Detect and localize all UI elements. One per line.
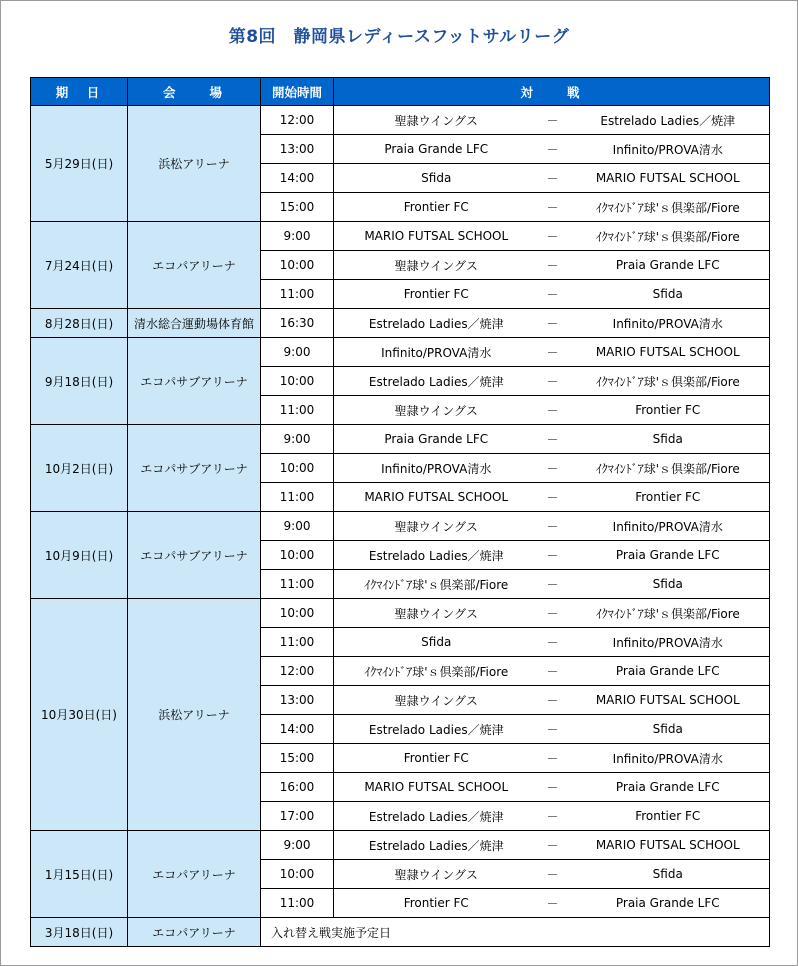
- versus-dash: －: [539, 889, 567, 918]
- home-team: 聖隷ウイングス: [334, 106, 539, 135]
- home-team: MARIO FUTSAL SCHOOL: [334, 222, 539, 251]
- table-row: [31, 222, 770, 251]
- versus-dash: －: [539, 599, 567, 628]
- versus-dash: －: [539, 773, 567, 802]
- home-team: Estrelado Ladies／焼津: [334, 367, 539, 396]
- kickoff-time: 13:00: [261, 686, 334, 715]
- away-team: Frontier FC: [567, 483, 770, 512]
- home-team: Infinito/PROVA清水: [334, 454, 539, 483]
- away-team: ｲｸﾏｲﾝﾄﾞｱ球'ｓ倶楽部/Fiore: [567, 367, 770, 396]
- away-team: MARIO FUTSAL SCHOOL: [567, 164, 770, 193]
- match-venue: エコパアリーナ: [128, 831, 261, 918]
- away-team: Praia Grande LFC: [567, 251, 770, 280]
- table-row: [31, 512, 770, 541]
- away-team: ｲｸﾏｲﾝﾄﾞｱ球'ｓ倶楽部/Fiore: [567, 599, 770, 628]
- table-row: [31, 599, 770, 628]
- match-venue: 清水総合運動場体育館: [128, 309, 261, 338]
- match-venue: エコパアリーナ: [128, 222, 261, 309]
- table-row-final: [31, 918, 770, 947]
- away-team: ｲｸﾏｲﾝﾄﾞｱ球'ｓ倶楽部/Fiore: [567, 193, 770, 222]
- versus-dash: －: [539, 831, 567, 860]
- away-team: Sfida: [567, 860, 770, 889]
- home-team: ｲｸﾏｲﾝﾄﾞｱ球'ｓ倶楽部/Fiore: [334, 657, 539, 686]
- home-team: Estrelado Ladies／焼津: [334, 802, 539, 831]
- home-team: Sfida: [334, 164, 539, 193]
- kickoff-time: 12:00: [261, 106, 334, 135]
- versus-dash: －: [539, 222, 567, 251]
- away-team: ｲｸﾏｲﾝﾄﾞｱ球'ｓ倶楽部/Fiore: [567, 454, 770, 483]
- header-date: 期 日: [31, 78, 128, 106]
- away-team: Frontier FC: [567, 802, 770, 831]
- home-team: Frontier FC: [334, 193, 539, 222]
- versus-dash: －: [539, 860, 567, 889]
- versus-dash: －: [539, 396, 567, 425]
- kickoff-time: 11:00: [261, 570, 334, 599]
- kickoff-time: 11:00: [261, 628, 334, 657]
- table-row: [31, 831, 770, 860]
- match-date: 1月15日(日): [31, 831, 128, 918]
- kickoff-time: 9:00: [261, 831, 334, 860]
- away-team: Infinito/PROVA清水: [567, 744, 770, 773]
- home-team: Frontier FC: [334, 889, 539, 918]
- versus-dash: －: [539, 657, 567, 686]
- match-date: 3月18日(日): [31, 918, 128, 947]
- versus-dash: －: [539, 512, 567, 541]
- away-team: Estrelado Ladies／焼津: [567, 106, 770, 135]
- away-team: MARIO FUTSAL SCHOOL: [567, 831, 770, 860]
- away-team: Infinito/PROVA清水: [567, 628, 770, 657]
- match-date: 7月24日(日): [31, 222, 128, 309]
- table-row: [31, 106, 770, 135]
- kickoff-time: 11:00: [261, 280, 334, 309]
- away-team: Praia Grande LFC: [567, 889, 770, 918]
- kickoff-time: 10:00: [261, 541, 334, 570]
- match-venue: 浜松アリーナ: [128, 599, 261, 831]
- kickoff-time: 16:00: [261, 773, 334, 802]
- versus-dash: －: [539, 802, 567, 831]
- kickoff-time: 13:00: [261, 135, 334, 164]
- versus-dash: －: [539, 280, 567, 309]
- away-team: Praia Grande LFC: [567, 657, 770, 686]
- header-row: [31, 78, 770, 106]
- away-team: ｲｸﾏｲﾝﾄﾞｱ球'ｓ倶楽部/Fiore: [567, 222, 770, 251]
- kickoff-time: 10:00: [261, 454, 334, 483]
- versus-dash: －: [539, 628, 567, 657]
- home-team: 聖隷ウイングス: [334, 396, 539, 425]
- home-team: 聖隷ウイングス: [334, 860, 539, 889]
- away-team: Sfida: [567, 715, 770, 744]
- table-row: [31, 309, 770, 338]
- kickoff-time: 9:00: [261, 222, 334, 251]
- home-team: Sfida: [334, 628, 539, 657]
- versus-dash: －: [539, 715, 567, 744]
- versus-dash: －: [539, 483, 567, 512]
- table-row: [31, 425, 770, 454]
- versus-dash: －: [539, 309, 567, 338]
- playoff-note: 入れ替え戦実施予定日: [261, 918, 770, 947]
- home-team: 聖隷ウイングス: [334, 599, 539, 628]
- kickoff-time: 9:00: [261, 338, 334, 367]
- home-team: Estrelado Ladies／焼津: [334, 541, 539, 570]
- away-team: Sfida: [567, 280, 770, 309]
- kickoff-time: 15:00: [261, 744, 334, 773]
- away-team: Sfida: [567, 570, 770, 599]
- kickoff-time: 9:00: [261, 512, 334, 541]
- kickoff-time: 10:00: [261, 251, 334, 280]
- versus-dash: －: [539, 164, 567, 193]
- home-team: Estrelado Ladies／焼津: [334, 715, 539, 744]
- versus-dash: －: [539, 338, 567, 367]
- home-team: Frontier FC: [334, 744, 539, 773]
- home-team: Infinito/PROVA清水: [334, 338, 539, 367]
- versus-dash: －: [539, 425, 567, 454]
- away-team: Praia Grande LFC: [567, 773, 770, 802]
- home-team: MARIO FUTSAL SCHOOL: [334, 483, 539, 512]
- away-team: Infinito/PROVA清水: [567, 512, 770, 541]
- header-match: 対 戦: [334, 78, 770, 106]
- kickoff-time: 15:00: [261, 193, 334, 222]
- kickoff-time: 11:00: [261, 396, 334, 425]
- kickoff-time: 11:00: [261, 889, 334, 918]
- kickoff-time: 10:00: [261, 860, 334, 889]
- home-team: Frontier FC: [334, 280, 539, 309]
- versus-dash: －: [539, 541, 567, 570]
- match-venue: エコパアリーナ: [128, 918, 261, 947]
- versus-dash: －: [539, 686, 567, 715]
- versus-dash: －: [539, 367, 567, 396]
- match-venue: 浜松アリーナ: [128, 106, 261, 222]
- schedule-body: [31, 106, 770, 947]
- match-venue: エコパサブアリーナ: [128, 338, 261, 425]
- versus-dash: －: [539, 744, 567, 773]
- away-team: Frontier FC: [567, 396, 770, 425]
- versus-dash: －: [539, 570, 567, 599]
- home-team: Praia Grande LFC: [334, 425, 539, 454]
- home-team: Praia Grande LFC: [334, 135, 539, 164]
- kickoff-time: 12:00: [261, 657, 334, 686]
- header-time: 開始時間: [261, 78, 334, 106]
- away-team: Sfida: [567, 425, 770, 454]
- kickoff-time: 11:00: [261, 483, 334, 512]
- page-title: 第8回 静岡県レディースフットサルリーグ: [228, 27, 570, 47]
- match-venue: エコパサブアリーナ: [128, 425, 261, 512]
- home-team: ｲｸﾏｲﾝﾄﾞｱ球'ｓ倶楽部/Fiore: [334, 570, 539, 599]
- kickoff-time: 16:30: [261, 309, 334, 338]
- match-date: 10月2日(日): [31, 425, 128, 512]
- kickoff-time: 9:00: [261, 425, 334, 454]
- match-date: 10月9日(日): [31, 512, 128, 599]
- home-team: MARIO FUTSAL SCHOOL: [334, 773, 539, 802]
- home-team: Estrelado Ladies／焼津: [334, 309, 539, 338]
- match-date: 9月18日(日): [31, 338, 128, 425]
- away-team: Infinito/PROVA清水: [567, 309, 770, 338]
- match-date: 8月28日(日): [31, 309, 128, 338]
- kickoff-time: 10:00: [261, 367, 334, 396]
- match-date: 5月29日(日): [31, 106, 128, 222]
- versus-dash: －: [539, 251, 567, 280]
- match-date: 10月30日(日): [31, 599, 128, 831]
- away-team: MARIO FUTSAL SCHOOL: [567, 686, 770, 715]
- versus-dash: －: [539, 135, 567, 164]
- schedule-table: [30, 77, 770, 947]
- kickoff-time: 14:00: [261, 715, 334, 744]
- kickoff-time: 14:00: [261, 164, 334, 193]
- table-row: [31, 338, 770, 367]
- home-team: 聖隷ウイングス: [334, 251, 539, 280]
- home-team: 聖隷ウイングス: [334, 686, 539, 715]
- versus-dash: －: [539, 454, 567, 483]
- match-venue: エコパサブアリーナ: [128, 512, 261, 599]
- versus-dash: －: [539, 106, 567, 135]
- home-team: 聖隷ウイングス: [334, 512, 539, 541]
- kickoff-time: 17:00: [261, 802, 334, 831]
- home-team: Estrelado Ladies／焼津: [334, 831, 539, 860]
- header-venue: 会 場: [128, 78, 261, 106]
- versus-dash: －: [539, 193, 567, 222]
- away-team: Praia Grande LFC: [567, 541, 770, 570]
- kickoff-time: 10:00: [261, 599, 334, 628]
- away-team: MARIO FUTSAL SCHOOL: [567, 338, 770, 367]
- away-team: Infinito/PROVA清水: [567, 135, 770, 164]
